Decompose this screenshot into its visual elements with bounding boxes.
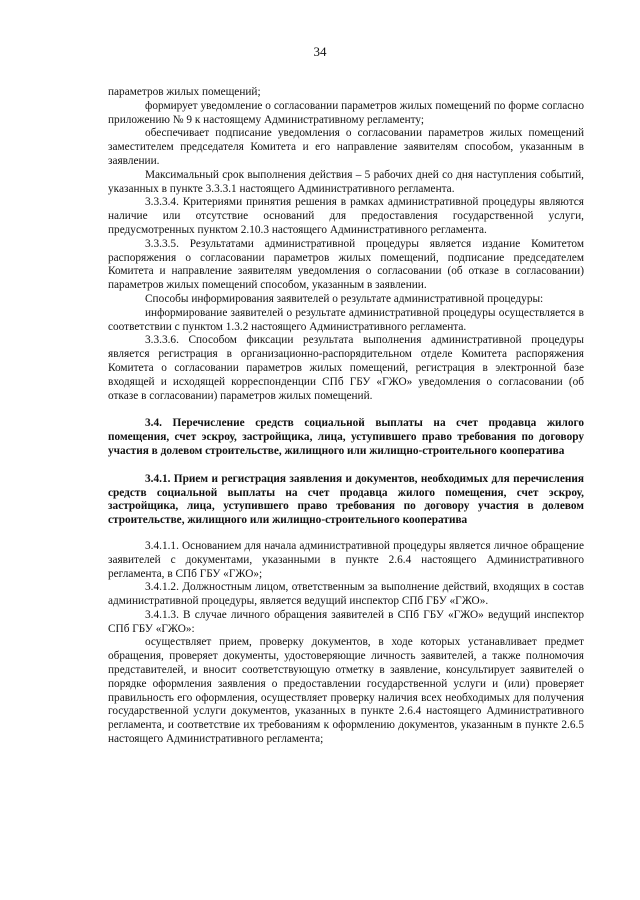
paragraph-max-period: Максимальный срок выполнения действия – 5 рабочих дней со дня наступления событий, указанных в пункте 3.3.3.1 настоящего Административного регламента.: [108, 168, 584, 195]
paragraph-notification-signing: обеспечивает подписание уведомления о согласовании параметров жилых помещений заместителем председателя Комитета и его направление заявителям способом, указанным в заявлении.: [108, 127, 584, 167]
paragraph-inform-methods: Способы информирования заявителей о результате административной процедуры:: [145, 292, 544, 305]
subsection-heading-3-4-1: 3.4.1. Прием и регистрация заявления и документов, необходимых для перечисления средств социальной выплаты на счет продавца жилого помещения, счет эскроу, застройщика, лица, уступившего право требования по договору участия в долевом строительстве, жилищного или жилищно-строительного кооператива: [108, 472, 584, 527]
paragraph-informing: информирование заявителей о результате административной процедуры осуществляется в соответствии с пунктом 1.3.2 настоящего Административного регламента.: [108, 306, 584, 333]
paragraph-notification-form: формирует уведомление о согласовании параметров жилых помещений по форме согласно приложению № 9 к настоящему Административному регламенту;: [108, 99, 584, 126]
document-body: [108, 86, 584, 747]
paragraph-3-3-3-5: 3.3.3.5. Результатами административной процедуры является издание Комитетом распоряжения о согласовании параметров жилых помещений, подписание председателем Комитета и направление заявителям уведомления о согласовании (об отказе в согласовании) параметров жилых помещений способом, указанным в заявлении.: [108, 237, 584, 292]
paragraph-reception-check: осуществляет прием, проверку документов, в ходе которых устанавливает предмет обращения, проверяет документы, удостоверяющие личность заявителей, а также полномочия представителей, и вносит соответствующую отметку в заявление, консультирует заявителей о порядке оформления заявления о предоставлении государственной услуги и (или) проверяет правильность его оформления, осуществляет проверку наличия всех необходимых для получения государственной услуги документов, указанных в пункте 2.6.4 настоящего Административного регламента, и соответствие их требованиям к оформлению документов, указанным в пункте 2.6.5 настоящего Административного регламента;: [108, 636, 584, 746]
page-number: 34: [313, 44, 327, 59]
paragraph-3-4-1-1: 3.4.1.1. Основанием для начала административной процедуры является личное обращение заявителей с документами, указанными в пункте 2.6.4 настоящего Административного регламента, в СПб ГБУ «ГЖО»;: [108, 539, 584, 580]
paragraph-3-3-3-4: 3.3.3.4. Критериями принятия решения в рамках административной процедуры являются наличие или отсутствие оснований для предоставления государственной услуги, предусмотренных пунктом 2.10.3 настоящего Административного регламента.: [108, 196, 584, 236]
paragraph-3-4-1-3: 3.4.1.3. В случае личного обращения заявителей в СПб ГБУ «ГЖО» ведущий инспектор СПб ГБУ «ГЖО»:: [108, 608, 584, 635]
paragraph-residential-params: параметров жилых помещений;: [108, 86, 261, 98]
paragraph-3-3-3-6: 3.3.3.6. Способом фиксации результата выполнения административной процедуры является регистрация в организационно-распорядительном отделе Комитета распоряжения Комитета о согласовании параметров жилых помещений, регистрация в электронной базе входящей и исходящей корреспонденции СПб ГБУ «ГЖО» уведомления о согласовании (об отказе в согласовании) параметров жилых помещений.: [108, 334, 584, 402]
section-heading-3-4: 3.4. Перечисление средств социальной выплаты на счет продавца жилого помещения, счет эскроу, застройщика, лица, уступившего право требования по договору участия в долевом строительстве, жилищного или жилищно-строительного кооператива: [108, 417, 584, 457]
paragraph-3-4-1-2: 3.4.1.2. Должностным лицом, ответственным за выполнение действий, входящих в состав административной процедуры, является ведущий инспектор СПб ГБУ «ГЖО».: [108, 581, 584, 608]
